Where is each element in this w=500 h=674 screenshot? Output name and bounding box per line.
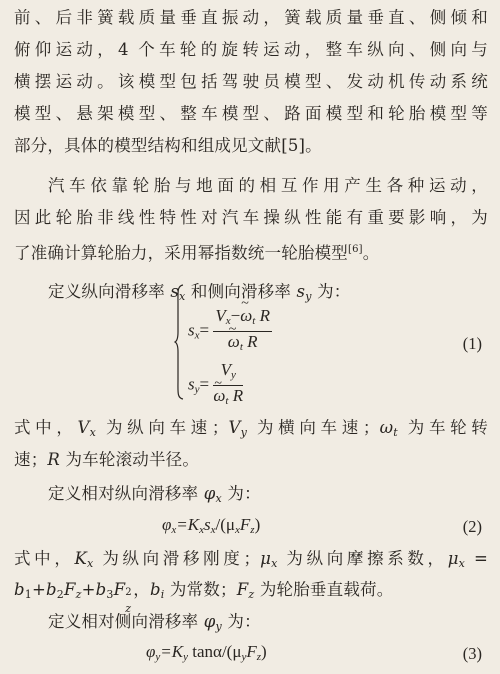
symbol-sub: x [458,557,466,570]
symbol-sub: x [194,329,200,342]
symbol: ) [254,515,261,534]
symbol-sub: x [89,426,97,439]
paragraph-line [14,418,488,443]
text: ， [133,580,150,599]
equation-number: (3) [462,644,482,663]
denominator [213,332,272,357]
symbol-sup: 2 [125,587,132,598]
symbol: ~ ω [213,386,225,406]
symbol: V [228,418,241,437]
symbol: ~ ω [228,332,240,352]
symbol: μ [260,549,272,568]
symbol: R [232,386,244,405]
symbol: F [113,580,126,599]
symbol-sub: i [160,588,165,601]
equation-number: (1) [462,334,482,353]
paragraph-line: 部分，具体的模型结构和组成见文献[5]。 [14,136,322,155]
symbol-sub: 1 [24,588,32,601]
symbol: φ [146,642,156,661]
symbol-sub: z [250,524,255,536]
symbol: s [204,515,211,534]
symbol: b [46,580,57,599]
symbol: R [259,306,270,325]
equation-1-bottom [188,360,243,411]
symbol: b [14,580,25,599]
symbol: s [188,374,195,394]
symbol: V [77,418,90,437]
paragraph-line [14,450,488,470]
symbol-sub: t [393,426,398,439]
definition-text: 定义相对纵向滑移率 [48,484,204,503]
symbol-sub: x [215,492,222,505]
definition-line [48,612,488,637]
symbol-sub: y [240,426,248,439]
plus-sign: + [81,580,96,599]
paragraph-line: 前、后非簧载质量垂直振动，簧载质量垂直、侧倾和 [14,8,488,27]
symbol-sub: x [87,557,94,570]
symbol-sub: x [225,315,231,327]
paragraph-line: 汽车依靠轮胎与地面的相互作用产生各种运动， [48,176,488,195]
definition-text: 为： [311,282,351,301]
equation-2 [162,515,260,536]
equation-number: (2) [462,517,482,536]
symbol: F [246,642,257,661]
symbol: V [215,306,226,325]
equation-3 [146,642,267,663]
symbol-sub: y [194,383,200,396]
symbol: b [95,580,107,599]
definition-text: 定义相对侧向滑移率 [48,612,204,631]
symbol: b [149,580,161,599]
text: 为横向车速； [247,418,380,437]
definition-text: 为： [221,484,261,503]
definition-line [48,484,488,509]
paragraph-line: 横摆运动。该模型包括驾驶员模型、发动机传动系统 [14,72,488,91]
symbol: φ [203,612,216,631]
symbol: ω [379,418,394,437]
symbol-sub: x [210,524,216,536]
equals-sign: = [199,320,210,340]
equals-sign: = [199,374,210,394]
denominator [213,386,243,411]
paragraph-line [14,240,488,264]
symbol-sub: z [256,651,261,663]
definition-text: 和侧向滑移率 [185,282,297,301]
minus-sign: − [230,306,241,325]
symbol: ~ ω [240,306,252,326]
text: 为常数； [164,580,237,599]
text: 为纵向摩擦系数， [277,549,448,568]
symbol-sub: t [239,341,243,353]
symbol-sub: t [225,395,229,407]
numerator [213,306,272,332]
symbol-sub: y [215,620,222,633]
symbol: F [63,580,76,599]
symbol-sub: z [248,588,255,601]
symbol: s [170,282,180,301]
symbol-sub: y [230,369,236,381]
symbol-sub: y [155,651,161,663]
symbol-sub: x [171,524,177,536]
fraction [213,360,243,411]
symbol: F [236,580,249,599]
symbol: V [220,360,231,379]
symbol-sub: z [75,588,82,601]
symbol-sub: z [125,602,132,615]
paragraph-line: 模型、悬架模型、整车模型、路面模型和轮胎模型等 [14,104,488,123]
symbol: R [247,332,258,351]
equation-1-top [188,306,272,357]
symbol-sub: y [305,290,312,303]
symbol: F [239,515,251,534]
symbol: /(μ [221,642,242,661]
symbol-sub: x [179,290,186,303]
symbol-sub: 2 [56,588,64,601]
text: 式中， [14,418,78,437]
symbol: s [188,320,195,340]
definition-line [48,282,488,307]
paragraph-text: 。 [362,243,380,263]
symbol: φ [162,515,172,534]
paragraph-line: 俯仰运动，4 个车轮的旋转运动，整车纵向、侧向与 [14,40,488,59]
symbol: s [296,282,306,301]
symbol: R [47,450,61,469]
paragraph-line [14,580,488,615]
text: 为纵向滑移刚度； [93,549,261,568]
definition-text: 定义纵向滑移率 [48,282,171,301]
symbol-sub: x [271,557,278,570]
citation-ref: [6] [348,244,363,255]
symbol: ) [261,642,267,661]
symbol: /(μ [215,515,236,534]
paragraph-line [14,549,488,574]
text: 为纵向车速； [96,418,229,437]
paragraph-text: 了准确计算轮胎力，采用幂指数统一轮胎模型 [14,243,348,263]
text: = [465,549,488,568]
equation-brace [174,284,184,400]
symbol: =K [176,515,200,534]
symbol-sub: y [183,651,188,663]
symbol: μ [447,549,459,568]
symbol-sub: 3 [106,588,114,601]
symbol: tanα [188,642,222,661]
text: 为车轮转 [397,418,488,437]
symbol: =K [160,642,184,661]
symbol-sub: t [252,315,256,327]
plus-sign: + [31,580,46,599]
symbol: φ [203,484,216,503]
text: 为轮胎垂直载荷。 [254,580,394,599]
text: 式中， [14,549,75,568]
symbol-sub: x [235,524,240,536]
symbol-sub: x [199,524,204,536]
text: 速； [14,450,48,469]
text: 为车轮滚动半径。 [60,450,200,469]
symbol: K [74,549,88,568]
symbol-sub: y [241,651,247,663]
fraction [213,306,272,357]
paragraph-line: 因此轮胎非线性特性对汽车操纵性能有重要影响，为 [14,208,488,227]
definition-text: 为： [221,612,261,631]
